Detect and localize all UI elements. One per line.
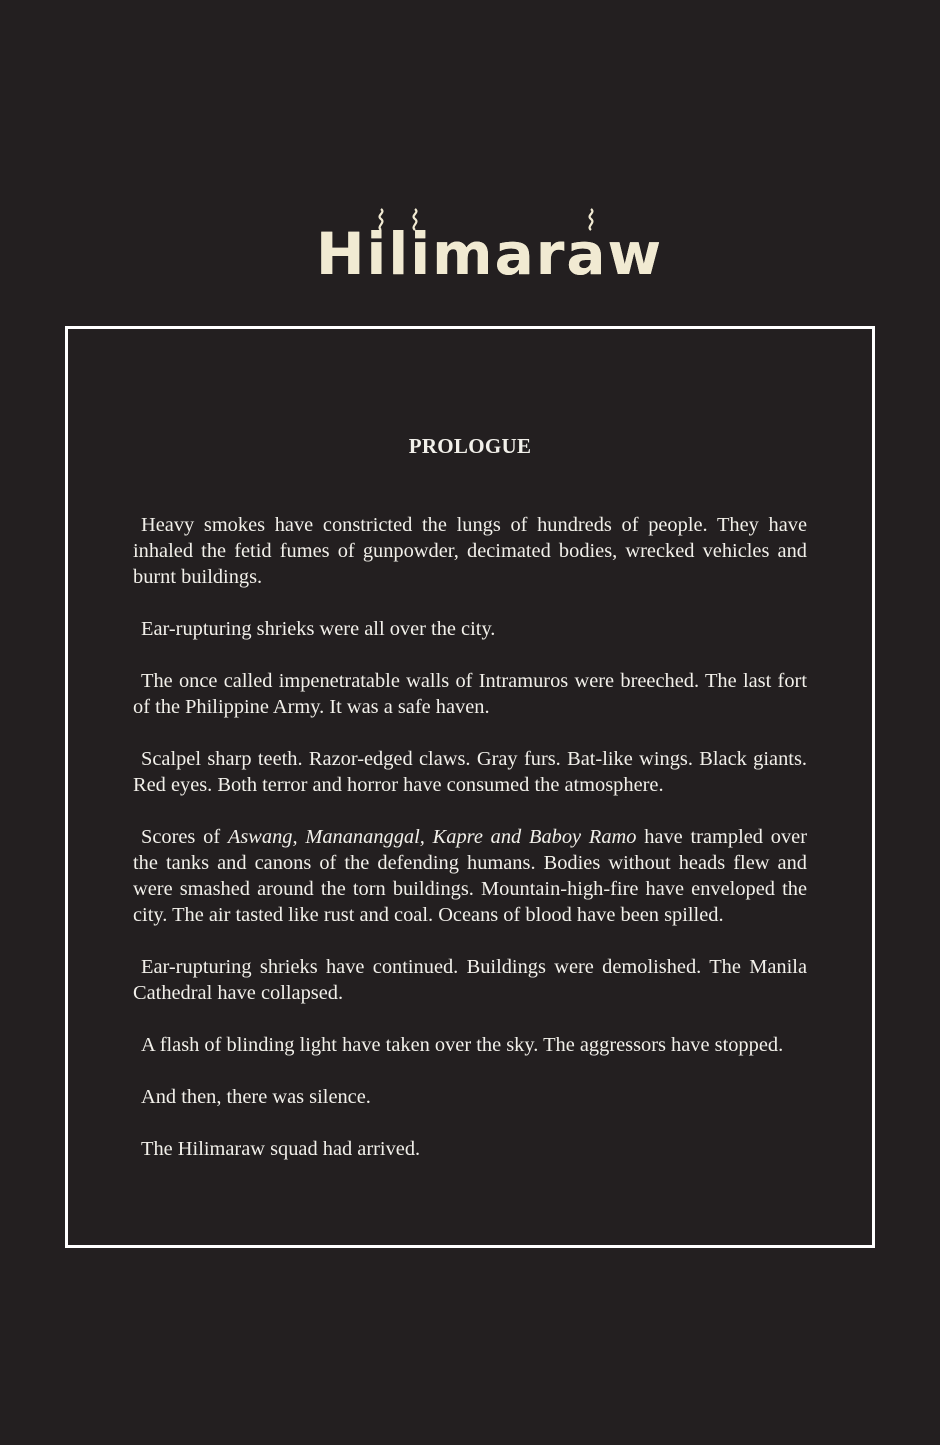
paragraph-prefix: Scores of [141,826,228,848]
hilimaraw-logo [316,208,664,288]
prologue-content [133,432,807,1162]
paragraph: Scalpel sharp teeth. Razor-edged claws. Gray furs. Bat-like wings. Black giants. Red eyes. Both terror and horror have consumed the atmosphere. [133,748,807,796]
paragraph: Ear-rupturing shrieks were all over the city. [141,618,496,640]
paragraph: And then, there was silence. [141,1086,371,1108]
paragraph: The once called impenetratable walls of Intramuros were breeched. The last fort of the Philippine Army. It was a safe haven. [133,670,807,718]
paragraph: Ear-rupturing shrieks have continued. Buildings were demolished. The Manila Cathedral have collapsed. [133,956,807,1004]
paragraph: Heavy smokes have constricted the lungs of hundreds of people. They have inhaled the fetid fumes of gunpowder, decimated bodies, wrecked vehicles and burnt buildings. [133,514,807,588]
paragraph: A flash of blinding light have taken over the sky. The aggressors have stopped. [141,1034,784,1056]
logo-wordmark: Hilimaraw [316,220,664,288]
paragraph-creatures [133,824,807,928]
prologue-heading: PROLOGUE [408,434,532,458]
paragraph: The Hilimaraw squad had arrived. [141,1138,421,1160]
paragraph-suffix: have trampled over the tanks and canons of the defending humans. Bodies without heads flew and were smashed around the torn buildings. Mountain-high-fire have enveloped the city. The air tasted like rust and coal. Oceans of blood have been spilled. [133,826,807,926]
creature-names: Aswang, Manananggal, Kapre and Baboy Ramo [227,826,637,848]
